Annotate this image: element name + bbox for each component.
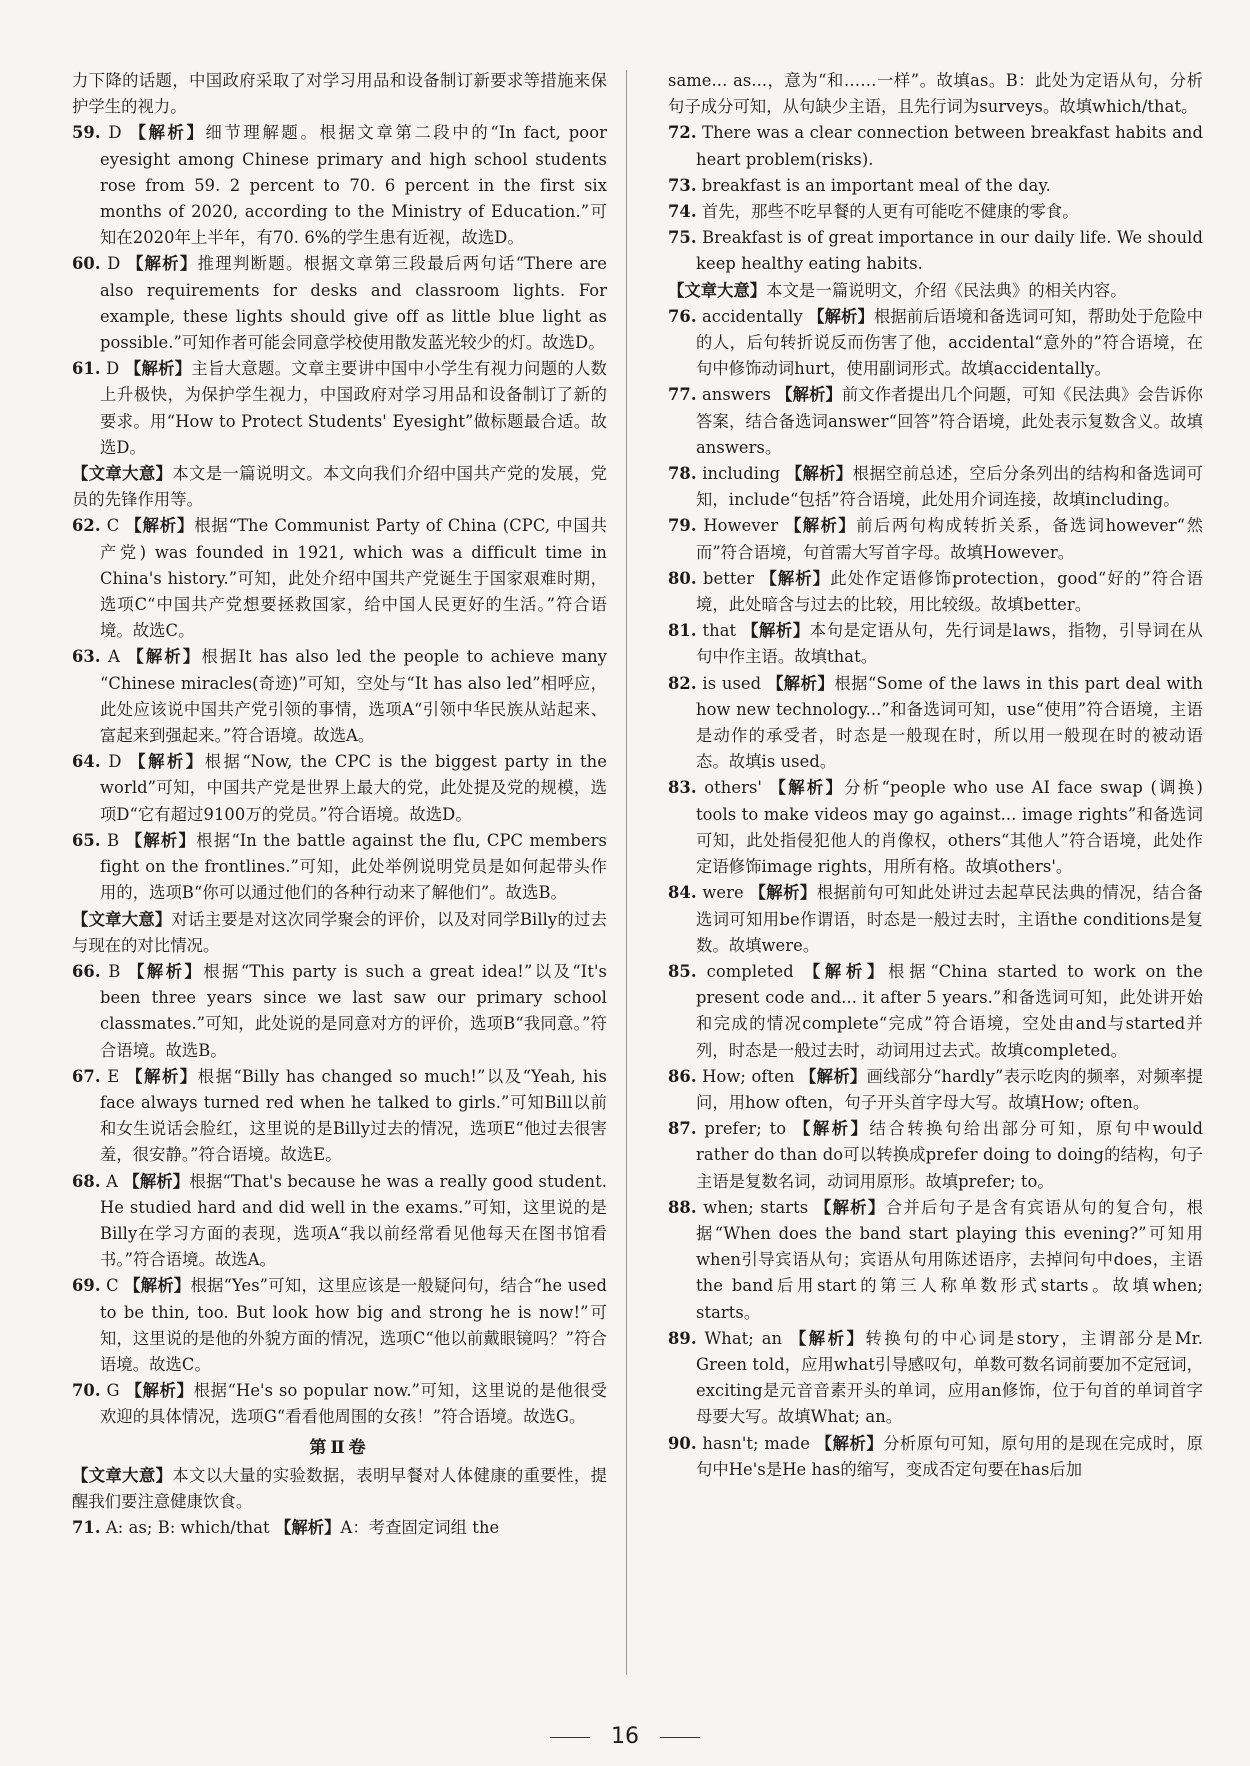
summary-tag: 【文章大意】 [72, 464, 173, 484]
explanation-text: 根据“In the battle against the flu, CPC members fight on the frontlines.”可知，此处举例说明党员是如何起带头作用的，选项B“你可以通过他们的各种行动来了解他们”。故选B。 [100, 830, 607, 903]
summary-paragraph [668, 278, 1203, 304]
explanation-text: 根据“He's so popular now.”可知，这里说的是他很受欢迎的具体情况，选项G“看看他周围的女孩！”符合语境。故选G。 [100, 1381, 608, 1427]
summary-text: 力下降的话题，中国政府采取了对学习用品和设备制订新要求等措施来保护学生的视力。 [72, 71, 607, 117]
answer-value: A [108, 647, 120, 667]
answer-entry [72, 251, 607, 356]
answer-value: C [106, 516, 120, 536]
answer-value: is used [702, 673, 762, 693]
explanation-text: 画线部分“hardly”表示吃肉的频率，对频率提问，用how often，句子开头首字母大写。故填How; often。 [696, 1066, 1203, 1112]
answer-entry [668, 1195, 1203, 1326]
answer-value: A: as; B: which/that [105, 1518, 270, 1538]
question-number: 82. [668, 673, 697, 693]
summary-text: 本文是一篇说明文。本文向我们介绍中国共产党的发展，党员的先锋作用等。 [72, 464, 607, 510]
answer-entry [72, 644, 607, 749]
explanation-text: 此处作定语修饰protection，good“好的”符合语境，此处暗含与过去的比较，用比较级。故填better。 [696, 568, 1203, 615]
question-number: 89. [668, 1328, 697, 1348]
answer-value: B [107, 830, 120, 850]
explanation-text: 根据前句可知此处讲过去起草民法典的情况，结合备选词可知用be作谓语，时态是一般过去时，主语the conditions是复数。故填were。 [696, 883, 1204, 955]
analysis-tag: 【解析】 [124, 1276, 191, 1296]
question-number: 74. [668, 202, 697, 222]
answer-value: However [703, 516, 779, 536]
summary-tag: 【文章大意】 [72, 1465, 173, 1485]
answer-entry [668, 304, 1203, 383]
explanation-text: breakfast is an important meal of the day. [701, 175, 1051, 195]
explanation-text: 前文作者提出几个问题，可知《民法典》会告诉你答案，结合备选词answer“回答”符合语境，此处表示复数含义。故填answers。 [696, 385, 1204, 457]
page-footer [0, 1724, 1250, 1749]
question-number: 90. [668, 1433, 697, 1453]
analysis-tag: 【解析】 [125, 830, 197, 850]
question-number: 61. [72, 359, 101, 379]
explanation-text: 根据“Yes”可知，这里应该是一般疑问句，结合“he used to be thin, too. But look how big and strong he is now!”可知，这里说的是他的外貌方面的情况，选项C“他以前戴眼镜吗？”符合语境。故选C。 [100, 1276, 608, 1374]
analysis-tag: 【解析】 [128, 961, 204, 981]
answer-entry [668, 1431, 1203, 1483]
analysis-tag: 【解析】 [129, 123, 206, 143]
summary-text: same... as...，意为“和……一样”。故填as。B：此处为定语从句，分析句子成分可知，从句缺少主语，且先行词为surveys。故填which/that。 [668, 71, 1203, 117]
answer-entry [668, 1326, 1203, 1431]
answer-value: including [702, 464, 781, 484]
analysis-tag: 【解析】 [742, 621, 810, 641]
analysis-tag: 【解析】 [769, 778, 845, 798]
question-number: 72. [668, 123, 697, 143]
explanation-text: 细节理解题。根据文章第二段中的“In fact, poor eyesight among Chinese primary and high school students rose from 59. 2 percent to 70. 6 percent in the first six months of 2020, according to the Ministry of Education.”可知在2020年上半年，有70. 6%的学生患有近视，故选D。 [100, 123, 607, 248]
section-title: 第Ⅱ卷 [309, 1437, 370, 1458]
summary-text: 对话主要是对这次同学聚会的评价，以及对同学Billy的过去与现在的对比情况。 [72, 909, 607, 955]
question-number: 88. [668, 1197, 697, 1217]
right-column [668, 68, 1203, 1483]
answer-entry [668, 775, 1203, 880]
summary-paragraph [72, 907, 607, 959]
answer-entry [72, 1064, 607, 1169]
question-number: 69. [72, 1276, 101, 1296]
analysis-tag: 【解析】 [760, 568, 831, 588]
answer-entry [72, 1378, 607, 1430]
answer-entry [668, 225, 1203, 277]
question-number: 83. [668, 778, 697, 798]
analysis-tag: 【解析】 [789, 1328, 866, 1348]
analysis-tag: 【解析】 [785, 464, 853, 484]
explanation-text: 结合转换句给出部分可知，原句中would rather do than do可以转换成prefer doing to doing的结构，句子主语是复数名词，动词用原形。故填prefer; to。 [696, 1119, 1204, 1191]
explanation-text: 前后两句构成转折关系，备选词however“然而”符合语境，句首需大写首字母。故填However。 [696, 516, 1203, 562]
left-column [72, 68, 607, 1541]
explanation-text: There was a clear connection between breakfast habits and heart problem(risks). [696, 123, 1203, 169]
answer-value: D [108, 123, 122, 143]
question-number: 84. [668, 883, 697, 903]
question-number: 87. [668, 1119, 697, 1139]
explanation-text: 分析“people who use AI face swap (调换) tools to make videos may go against... image rights”和备选词可知，此处指侵犯他人的肖像权，others“其他人”符合语境，此处作定语修饰image rights，用所有格。故填others'。 [696, 778, 1203, 877]
answer-value: What; an [704, 1328, 783, 1348]
explanation-text: 转换句的中心词是story，主谓部分是Mr. Green told，应用what引导感叹句，单数可数名词前要加不定冠词，exciting是元音音素开头的单词，应用an修饰，位于句首的单词首字母要大写。故填What; an。 [696, 1328, 1203, 1427]
answer-entry [668, 1116, 1203, 1195]
question-number: 76. [668, 306, 697, 326]
analysis-tag: 【解析】 [126, 254, 198, 274]
analysis-tag: 【解析】 [766, 673, 835, 693]
answer-value: How; often [702, 1066, 795, 1086]
summary-text: 本文以大量的实验数据，表明早餐对人体健康的重要性，提醒我们要注意健康饮食。 [72, 1465, 607, 1511]
analysis-tag: 【解析】 [126, 1066, 198, 1086]
analysis-tag: 【解析】 [274, 1518, 341, 1538]
footer-dash-left [550, 1737, 590, 1738]
question-number: 86. [668, 1066, 697, 1086]
answer-entry [668, 382, 1203, 461]
answer-entry [668, 461, 1203, 513]
explanation-text: 根据前后语境和备选词可知，帮助处于危险中的人，后句转折说反而伤害了他，accidental“意外的”符合语境，在句中修饰动词hurt，使用副词形式。故填accidentally。 [696, 306, 1203, 379]
explanation-text: 合并后句子是含有宾语从句的复合句，根据“When does the band start playing this evening?”可知用when引导宾语从句；宾语从句用陈述语序，去掉问句中does，主语the band后用start的第三人称单数形式starts。故填when; starts。 [696, 1197, 1203, 1322]
question-number: 60. [72, 254, 101, 274]
explanation-text: 根据“Some of the laws in this part deal with how new technology...”和备选词可知，use“使用”符合语境，主语是动作的承受者，时态是一般现在时，所以用一般现在时的被动语态。故填is used。 [696, 673, 1204, 772]
question-number: 79. [668, 516, 697, 536]
page-number: 16 [611, 1724, 639, 1749]
answer-entry [668, 671, 1203, 776]
explanation-text: 主旨大意题。文章主要讲中国中小学生有视力问题的人数上升极快，为保护学生视力，中国政府对学习用品和设备制订了新的要求。用“How to Protect Students' Eyesight”做标题最合适。故选D。 [100, 359, 607, 457]
answer-value: E [107, 1066, 120, 1086]
question-number: 73. [668, 175, 697, 195]
summary-paragraph [72, 461, 607, 513]
answer-value: prefer; to [704, 1119, 787, 1139]
answer-value: hasn't; made [702, 1433, 810, 1453]
answer-value: that [702, 621, 737, 641]
answer-value: accidentally [702, 306, 803, 326]
answer-value: better [702, 568, 755, 588]
answer-entry [72, 1169, 607, 1274]
analysis-tag: 【解析】 [124, 359, 192, 379]
footer-dash-right [660, 1737, 700, 1738]
explanation-text: 根据空前总述，空后分条列出的结构和备选词可知，include“包括”符合语境，此处用介词连接，故填including。 [696, 464, 1204, 510]
analysis-tag: 【解析】 [814, 1197, 886, 1217]
question-number: 59. [72, 123, 101, 143]
explanation-text: 本句是定语从句，先行词是laws，指物，引导词在从句中作主语。故填that。 [696, 621, 1204, 667]
answer-value: A [106, 1171, 118, 1191]
question-number: 85. [668, 961, 697, 981]
answer-entry [668, 513, 1203, 565]
answer-value: answers [701, 385, 771, 405]
question-number: 64. [72, 752, 101, 772]
question-number: 63. [72, 647, 101, 667]
question-number: 67. [72, 1066, 101, 1086]
question-number: 68. [72, 1171, 101, 1191]
answer-entry [72, 1273, 607, 1378]
question-number: 81. [668, 621, 697, 641]
analysis-tag: 【解析】 [776, 385, 842, 405]
summary-tag: 【文章大意】 [72, 909, 172, 929]
answer-value: others' [704, 778, 762, 798]
question-number: 77. [668, 385, 697, 405]
explanation-text: 根据“The Communist Party of China (CPC, 中国共产党) was founded in 1921, which was a difficult time in China's history.”可知，此处介绍中国共产党诞生于国家艰难时期，选项C“中国共产党想要拯救国家，给中国人民更好的生活。”符合语境。故选C。 [100, 516, 607, 641]
explanation-text: 根据It has also led the people to achieve many “Chinese miracles(奇迹)”可知，空处与“It has also led”相呼应，此处应该说中国共产党引领的事情，选项A“引领中华民族从站起来、富起来到强起来。”符合语境。故选A。 [100, 647, 608, 746]
summary-tag: 【文章大意】 [668, 280, 767, 300]
question-number: 65. [72, 830, 101, 850]
analysis-tag: 【解析】 [125, 516, 195, 536]
analysis-tag: 【解析】 [784, 516, 857, 536]
answer-entry [72, 749, 607, 828]
analysis-tag: 【解析】 [123, 1171, 190, 1191]
answer-entry [72, 1515, 607, 1541]
answer-entry [668, 618, 1203, 670]
answer-entry [72, 959, 607, 1064]
answer-value: C [106, 1276, 119, 1296]
answer-entry [668, 199, 1203, 225]
answer-value: were [702, 883, 744, 903]
analysis-tag: 【解析】 [803, 961, 889, 981]
explanation-text: 根据“This party is such a great idea!”以及“It's been three years since we last saw our primary school classmates.”可知，此处说的是同意对方的评价，选项B“我同意。”符合语境。故选B。 [100, 961, 608, 1060]
explanation-text: 分析原句可知，原句用的是现在完成时，原句中He's是He has的缩写，变成否定句要在has后加 [696, 1433, 1204, 1479]
explanation-text: Breakfast is of great importance in our daily life. We should keep healthy eating habits. [696, 228, 1203, 274]
analysis-tag: 【解析】 [129, 752, 205, 772]
analysis-tag: 【解析】 [125, 1381, 194, 1401]
answer-value: D [106, 359, 120, 379]
analysis-tag: 【解析】 [749, 883, 817, 903]
question-number: 62. [72, 516, 101, 536]
explanation-text: A：考查固定词组 the [340, 1518, 500, 1538]
analysis-tag: 【解析】 [127, 647, 202, 667]
summary-paragraph [72, 1463, 607, 1515]
analysis-tag: 【解析】 [794, 1119, 870, 1139]
explanation-text: 根据“That's because he was a really good student. He studied hard and did well in the exams.”可知，这里说的是Billy在学习方面的表现，选项A“我以前经常看见他每天在图书馆看书。”符合语境。故选A。 [100, 1171, 607, 1270]
answer-value: when; starts [703, 1197, 809, 1217]
answer-entry [72, 356, 607, 461]
answer-value: D [107, 254, 121, 274]
answer-entry [668, 959, 1203, 1064]
explanation-text: 根据“China started to work on the present code and... it after 5 years.”和备选词可知，此处讲开始和完成的情况complete“完成”符合语境，空处由and与started并列，时态是一般过去时，动词用过去式。故填completed。 [696, 961, 1203, 1060]
column-divider [626, 70, 627, 1675]
question-number: 70. [72, 1381, 101, 1401]
answer-entry [668, 1064, 1203, 1116]
question-number: 75. [668, 228, 697, 248]
answer-value: G [106, 1381, 120, 1401]
answer-value: D [108, 752, 122, 772]
question-number: 71. [72, 1518, 101, 1538]
answer-entry [72, 120, 607, 251]
answer-value: B [108, 961, 121, 981]
summary-paragraph [668, 68, 1203, 120]
summary-paragraph [72, 68, 607, 120]
explanation-text: 推理判断题。根据文章第三段最后两句话“There are also requirements for desks and classroom lights. For example, these lights should give off as little blue light as possible.”可知作者可能会同意学校使用散发蓝光较少的灯。故选D。 [100, 254, 608, 353]
analysis-tag: 【解析】 [800, 1066, 867, 1086]
explanation-text: 根据“Now, the CPC is the biggest party in the world”可知，中国共产党是世界上最大的党，此处提及党的规模，选项D“它有超过9100万的党员。”符合语境。故选D。 [100, 752, 607, 824]
question-number: 66. [72, 961, 101, 981]
answer-entry [668, 566, 1203, 618]
question-number: 78. [668, 464, 697, 484]
analysis-tag: 【解析】 [808, 306, 874, 326]
answer-entry [72, 828, 607, 907]
answer-entry [668, 120, 1203, 172]
answer-entry [668, 173, 1203, 199]
analysis-tag: 【解析】 [815, 1433, 884, 1453]
question-number: 80. [668, 568, 697, 588]
summary-text: 本文是一篇说明文，介绍《民法典》的相关内容。 [766, 280, 1127, 300]
answer-entry [72, 513, 607, 644]
answer-value: completed [706, 961, 794, 981]
explanation-text: 首先，那些不吃早餐的人更有可能吃不健康的零食。 [701, 202, 1079, 222]
explanation-text: 根据“Billy has changed so much!”以及“Yeah, his face always turned red when he talked to girls.”可知Bill以前和女生说话会脸红，这里说的是Billy过去的情况，选项E“他过去很害羞，很安静。”符合语境。故选E。 [100, 1066, 608, 1165]
answer-entry [668, 880, 1203, 959]
